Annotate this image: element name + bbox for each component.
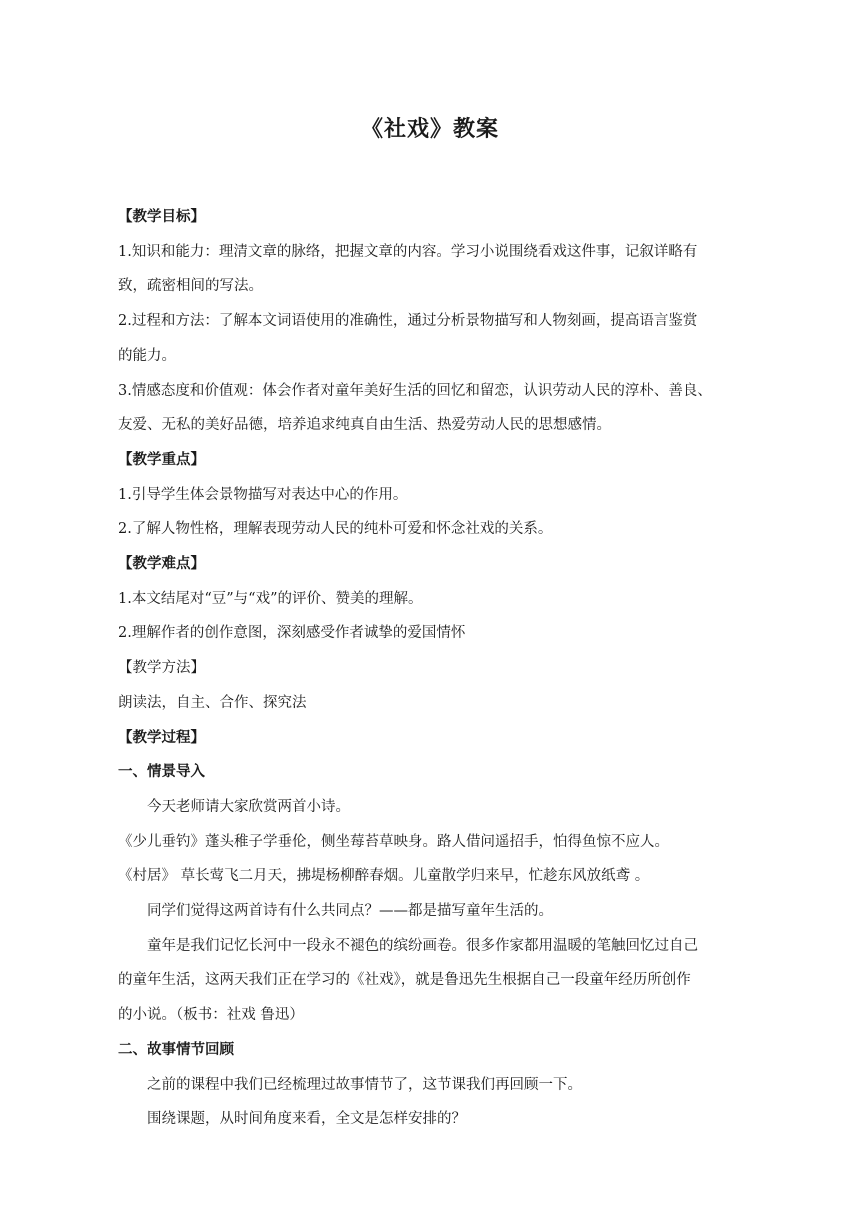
section-heading: 【教学难点】: [118, 556, 205, 573]
document-body: [118, 200, 744, 1137]
paragraph-line: 围绕课题，从时间角度来看，全文是怎样安排的？: [147, 1111, 466, 1128]
document-title: 《社戏》教案: [360, 117, 499, 142]
paragraph-line: 《村居》 草长莺飞二月天，拂堤杨柳醉春烟。儿童散学归来早，忙趁东风放纸鸢 。: [118, 868, 650, 885]
paragraph-line: 致，疏密相间的写法。: [118, 278, 263, 295]
paragraph-line: 之前的课程中我们已经梳理过故事情节了，这节课我们再回顾一下。: [147, 1076, 582, 1093]
paragraph-line: 1.知识和能力：理清文章的脉络，把握文章的内容。学习小说围绕看戏这件事，记叙详略有: [118, 243, 698, 260]
paragraph-line: 友爱、无私的美好品德，培养追求纯真自由生活、热爱劳动人民的思想感情。: [118, 417, 611, 434]
paragraph-line: 的能力。: [118, 347, 176, 364]
section-heading: 【教学目标】: [118, 209, 205, 225]
paragraph-line: 【教学方法】: [118, 660, 205, 677]
paragraph-line: 2.过程和方法：了解本文词语使用的准确性，通过分析景物描写和人物刻画，提高语言鉴赏: [118, 313, 698, 330]
paragraph-line: 《少儿垂钓》蓬头稚子学垂伦，侧坐莓苔草映身。路人借问遥招手，怕得鱼惊不应人。: [118, 833, 669, 850]
paragraph-line: 的童年生活，这两天我们正在学习的《社戏》，就是鲁迅先生根据自己一段童年经历所创作: [118, 972, 691, 989]
paragraph-line: 朗读法，自主、合作、探究法: [118, 694, 307, 711]
paragraph-line: 1.引导学生体会景物描写对表达中心的作用。: [118, 486, 408, 503]
section-heading: 一、情景导入: [118, 764, 205, 781]
section-heading: 二、故事情节回顾: [118, 1041, 234, 1058]
section-heading: 【教学重点】: [118, 451, 205, 468]
paragraph-line: 童年是我们记忆长河中一段永不褪色的缤纷画卷。很多作家都用温暖的笔触回忆过自己: [147, 937, 698, 954]
paragraph-line: 的小说。（板书：社戏 鲁迅）: [118, 1007, 304, 1024]
paragraph-line: 2.理解作者的创作意图，深刻感受作者诚挚的爱国情怀: [118, 625, 466, 642]
paragraph-line: 1.本文结尾对“豆”与“戏”的评价、赞美的理解。: [118, 590, 423, 607]
paragraph-line: 2.了解人物性格，理解表现劳动人民的纯朴可爱和怀念社戏的关系。: [118, 521, 553, 538]
paragraph-line: 同学们觉得这两首诗有什么共同点？——都是描写童年生活的。: [147, 903, 553, 920]
section-heading: 【教学过程】: [118, 729, 205, 746]
paragraph-line: 3.情感态度和价值观：体会作者对童年美好生活的回忆和留恋，认识劳动人民的淳朴、善良、: [118, 382, 712, 399]
paragraph-line: 今天老师请大家欣赏两首小诗。: [147, 798, 350, 815]
